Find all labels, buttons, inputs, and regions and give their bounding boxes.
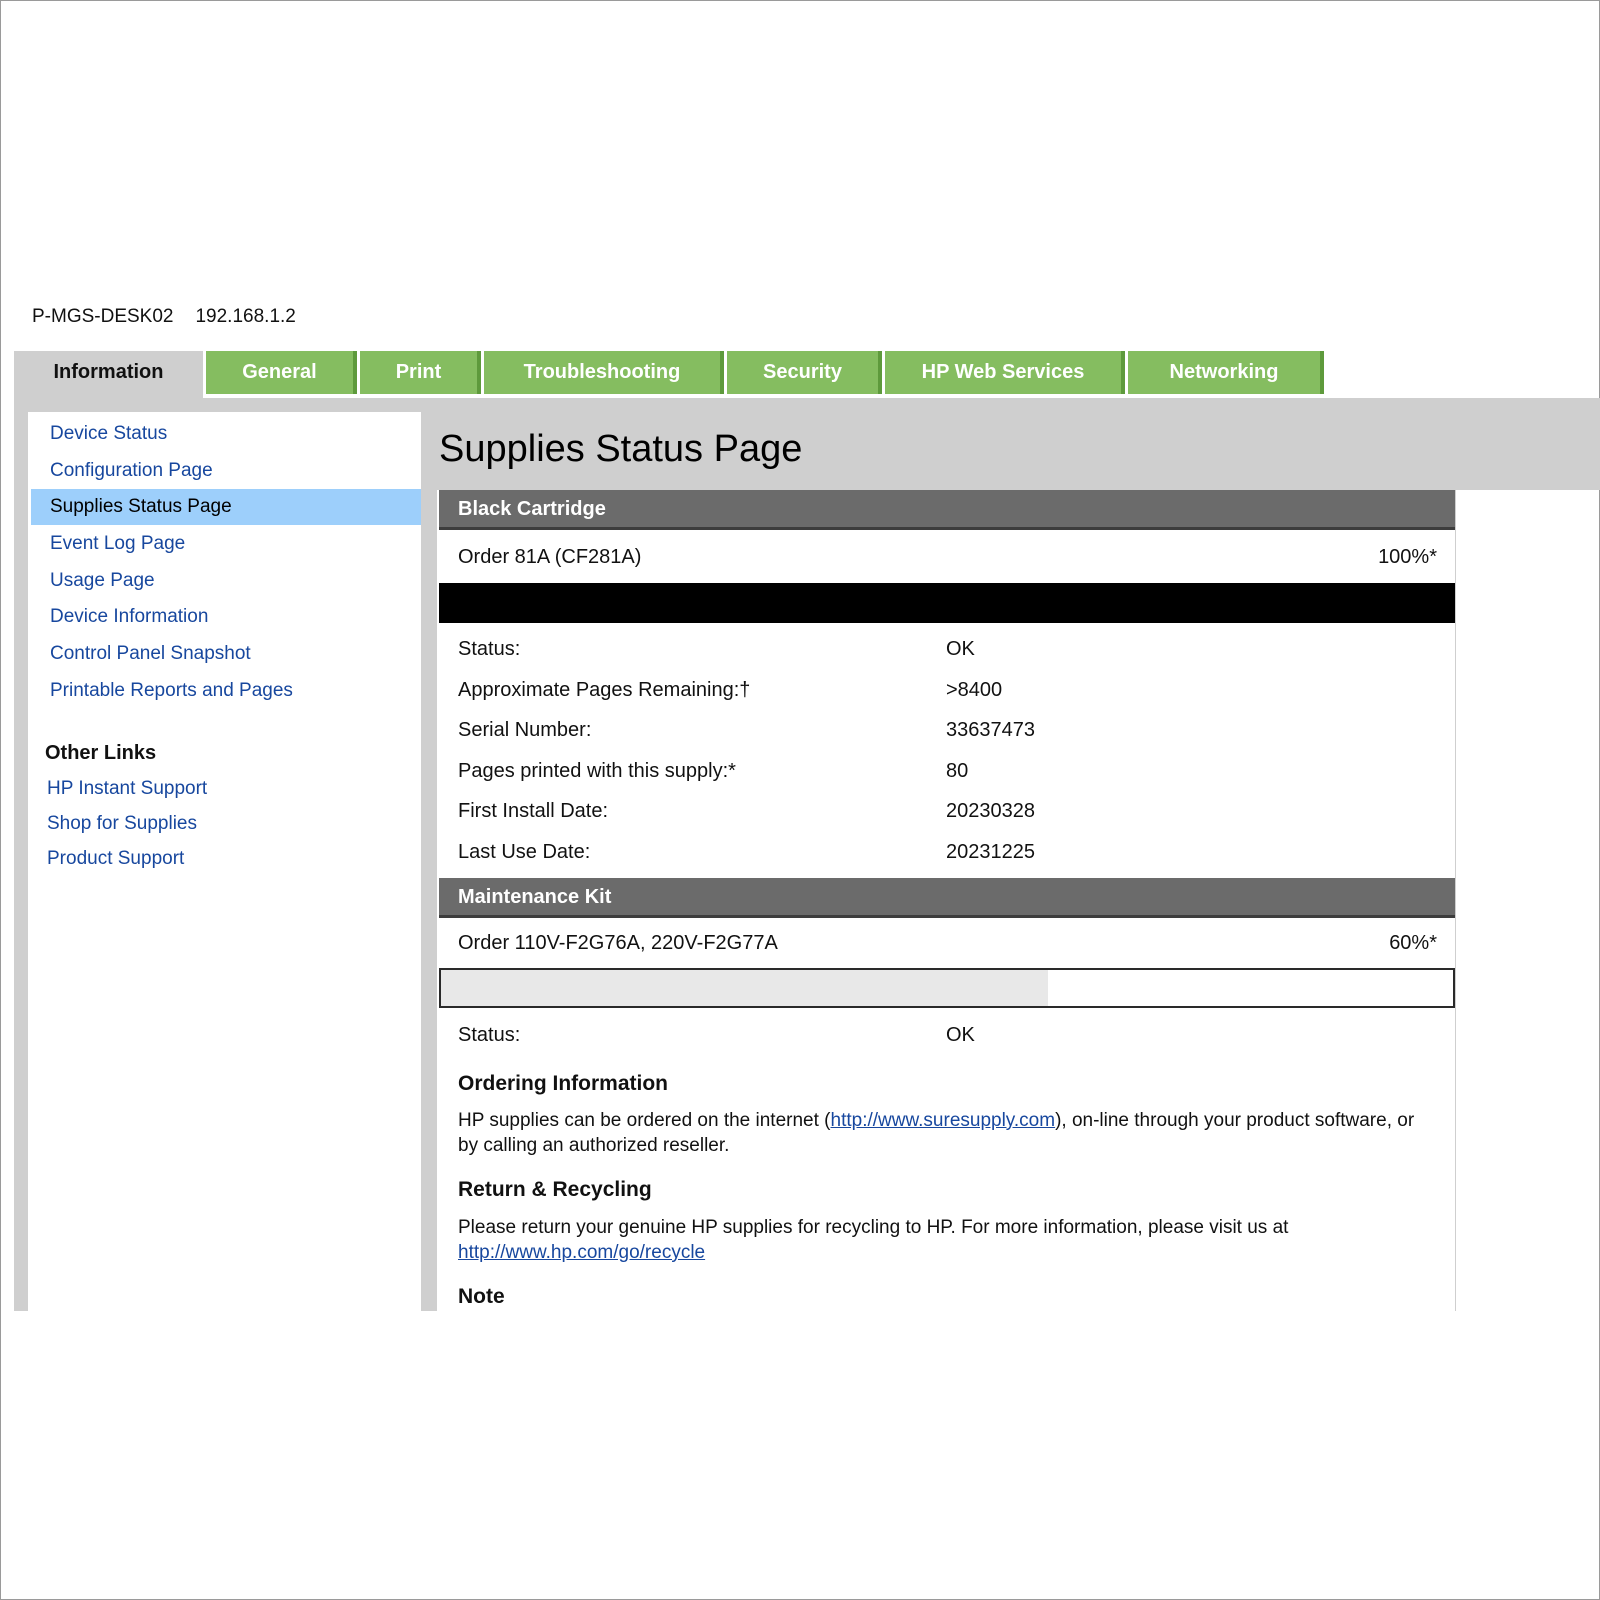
maintenance-kit-level-bar bbox=[439, 968, 1455, 1008]
recycling-text-block bbox=[458, 1215, 1418, 1265]
maintenance-kit-level-fill bbox=[441, 970, 1048, 1006]
bc-pages-printed-label: Pages printed with this supply:* bbox=[458, 760, 736, 782]
bc-pages-printed-value: 80 bbox=[946, 760, 969, 782]
black-cartridge-level-bar bbox=[439, 583, 1455, 623]
tab-networking[interactable]: Networking bbox=[1128, 351, 1324, 394]
sidebar-item-device-information[interactable]: Device Information bbox=[50, 606, 209, 627]
link-product-support[interactable]: Product Support bbox=[47, 848, 185, 869]
bc-serial-value: 33637473 bbox=[946, 719, 1035, 741]
other-links-heading: Other Links bbox=[45, 742, 157, 764]
sidebar-item-supplies-status-page[interactable]: Supplies Status Page bbox=[31, 489, 421, 525]
bc-first-install-value: 20230328 bbox=[946, 800, 1035, 822]
supplies-panel bbox=[439, 490, 1456, 1311]
sidebar-item-printable-reports[interactable]: Printable Reports and Pages bbox=[50, 680, 293, 701]
maintenance-kit-order-row bbox=[458, 932, 1437, 955]
black-cartridge-order-row bbox=[458, 546, 1437, 569]
tab-general[interactable]: General bbox=[206, 351, 357, 394]
device-ip: 192.168.1.2 bbox=[195, 306, 296, 327]
ordering-info-heading: Ordering Information bbox=[458, 1072, 668, 1095]
recycling-text: Please return your genuine HP supplies for recycling to HP. For more information, please visit us at bbox=[458, 1217, 1289, 1238]
tab-information[interactable]: Information bbox=[14, 351, 203, 399]
bc-first-install-label: First Install Date: bbox=[458, 800, 609, 822]
bc-pages-remaining-value: >8400 bbox=[946, 679, 1003, 701]
sidebar-item-usage-page[interactable]: Usage Page bbox=[50, 570, 155, 591]
recycle-link[interactable]: http://www.hp.com/go/recycle bbox=[458, 1242, 706, 1263]
sidebar-item-device-status[interactable]: Device Status bbox=[50, 423, 168, 444]
ordering-info-text bbox=[458, 1108, 1418, 1158]
bc-status-label: Status: bbox=[458, 638, 521, 660]
tab-hp-web-services[interactable]: HP Web Services bbox=[885, 351, 1125, 394]
maintenance-kit-order: Order 110V-F2G76A, 220V-F2G77A bbox=[458, 932, 778, 954]
page-title: Supplies Status Page bbox=[439, 428, 803, 470]
device-identity bbox=[32, 306, 296, 328]
sidebar-item-configuration-page[interactable]: Configuration Page bbox=[50, 460, 213, 481]
black-cartridge-percent: 100%* bbox=[1378, 546, 1437, 568]
sidebar-item-control-panel-snapshot[interactable]: Control Panel Snapshot bbox=[50, 643, 251, 664]
bc-last-use-label: Last Use Date: bbox=[458, 841, 591, 863]
suresupply-link[interactable]: http://www.suresupply.com bbox=[830, 1110, 1056, 1131]
bc-status-value: OK bbox=[946, 638, 975, 660]
mk-status-value: OK bbox=[946, 1024, 975, 1046]
sidebar-item-event-log-page[interactable]: Event Log Page bbox=[50, 533, 186, 554]
sidebar-nav bbox=[28, 412, 421, 1311]
link-shop-for-supplies[interactable]: Shop for Supplies bbox=[47, 813, 197, 834]
bc-last-use-value: 20231225 bbox=[946, 841, 1035, 863]
tab-security[interactable]: Security bbox=[727, 351, 882, 394]
recycling-heading: Return & Recycling bbox=[458, 1178, 652, 1201]
device-name: P-MGS-DESK02 bbox=[32, 306, 174, 327]
bc-serial-label: Serial Number: bbox=[458, 719, 592, 741]
left-border-band bbox=[14, 398, 28, 1311]
ordering-text-before: HP supplies can be ordered on the internet ( bbox=[458, 1110, 831, 1131]
mk-status-label: Status: bbox=[458, 1024, 521, 1046]
tab-troubleshooting[interactable]: Troubleshooting bbox=[484, 351, 724, 394]
bc-pages-remaining-label: Approximate Pages Remaining:† bbox=[458, 679, 751, 701]
note-heading: Note bbox=[458, 1285, 505, 1308]
maintenance-kit-header: Maintenance Kit bbox=[439, 878, 1455, 918]
maintenance-kit-percent: 60%* bbox=[1389, 932, 1437, 954]
tab-print[interactable]: Print bbox=[360, 351, 481, 394]
ordering-text-after: ), on-line through your product software, or by calling an authorized reseller. bbox=[458, 1110, 1415, 1156]
link-hp-instant-support[interactable]: HP Instant Support bbox=[47, 778, 208, 799]
black-cartridge-header: Black Cartridge bbox=[439, 490, 1455, 530]
black-cartridge-order: Order 81A (CF281A) bbox=[458, 546, 642, 568]
content-gutter bbox=[421, 398, 437, 1311]
